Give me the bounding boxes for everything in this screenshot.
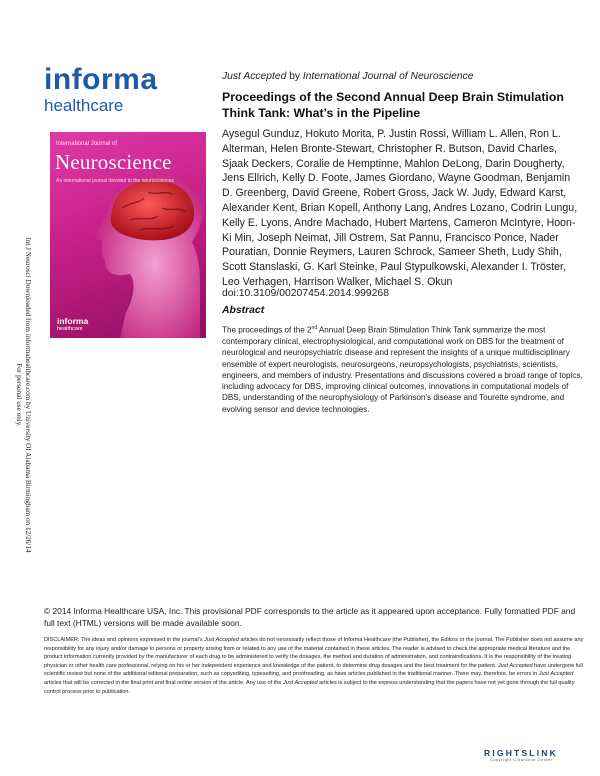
copyright-notice: © 2014 Informa Healthcare USA, Inc. This provisional PDF corresponds to the article as it appeared upon acceptance. Fully formatted PDF and full text (HTML) versions will be made available soon.: [44, 606, 576, 628]
logo-wordmark: informa: [44, 63, 158, 96]
abstract-part-1: The proceedings of the 2: [222, 325, 312, 335]
logo-subtitle: healthcare: [44, 96, 124, 115]
publisher-logo: [44, 63, 158, 116]
rightslink-wordmark: RIGHTSLINK: [484, 748, 558, 758]
abstract-text: [222, 323, 584, 415]
journal-name: International Journal of Neuroscience: [302, 71, 474, 82]
doi[interactable]: doi:10.3109/00207454.2014.999268: [222, 288, 389, 299]
download-side-note: [2, 210, 32, 580]
disclaimer-part-2: articles do not necessarily reflect those of Informa Healthcare (the Publisher), the Editors or the journal. The Publisher does not assume any responsibility for any injury and/or damage to persons or property arising from or related to any use of the material contained in these articles. The reader is advised to check the appropriate medical literature and the product information currently provided by the manufacturer of each drug to be administered to verify the dosages, the method and duration of administration, and contraindications. It is the responsibility of the treating physician or other health care professional, relying on his or her independent experience and knowledge of the patient, to determine drug dosages and the best treatment for the patient.: [44, 637, 584, 669]
journal-cover-image: [50, 132, 206, 338]
abstract-part-2: Annual Deep Brain Stimulation Think Tank summarize the most contemporary clinical, electrophysiological, and computational work on DBS for the treatment of neurological and neuropsychiatric disease and represent the insights of a unique multidisciplinary ensemble of expert neurologists, neurosurgeons, neuropsychologists, psychiatrists, scientists, engineers, and members of industry. Presentations and discussions covered a broad range of topics, including advocacy for DBS, improving clinical outcomes, innovations in computational models of DBS, understanding of the neurophysiology of Parkinson’s disease and Tourette syndrome, and evolving sensor and device technologies.: [222, 325, 583, 414]
disclaimer-part-1: DISCLAIMER: The ideas and opinions expressed in the journal’s: [44, 637, 205, 643]
cover-logo-sub: healthcare: [57, 326, 83, 332]
side-note-line-2: For personal use only.: [15, 363, 23, 427]
side-note-line-1: Int J Neurosci Downloaded from informahealthcare.com by University Of Alabama Birmingham on 12/26/14: [24, 237, 32, 553]
cover-subtitle: An international journal devoted to the neurosciences: [56, 178, 174, 184]
disclaimer-just-accepted-3: Just Accepted: [538, 671, 574, 678]
disclaimer-part-4: articles that will be corrected in the final print and final online version of the article. Any use of the: [44, 679, 283, 686]
cover-top-text: International Journal of: [56, 141, 118, 147]
author-list: Aysegul Gunduz, Hokuto Morita, P. Justin Rossi, William L. Allen, Ron L. Alterman, Helen Bronte-Stewart, Christopher R. Butson, David Charles, Sjaak Deckers, Coralie de Hemptinne, Mahlon DeLong, Darin Dougherty, Jens Ellrich, Kelly D. Foote, James Giordano, Wayne Goodman, Benjamin D. Greenberg, David Greene, Robert Gross, Jack W. Judy, Edward Karst, Alexander Kent, Brian Kopell, Anthony Lang, Andres Lozano, Codrin Lungu, Kelly E. Lyons, Andre Machado, Hubert Martens, Cameron McIntyre, Hoon-Ki Min, Joseph Neimat, Jill Ostrem, Sat Pannu, Francisco Ponce, Nader Pouratian, Donnie Reymers, Lauren Schrock, Sameer Sheth, Ludy Shih, Scott Stanslaski, G. Karl Steinke, Paul Stypulkowski, Alexander I. Tröster, Leo Verhagen, Harrison Walker, Michael S. Okun: [222, 128, 578, 288]
disclaimer-just-accepted-4: Just Accepted: [282, 679, 318, 686]
disclaimer-just-accepted-2: Just Accepted: [497, 662, 533, 669]
cover-logo-word: informa: [57, 316, 89, 326]
article-title: Proceedings of the Second Annual Deep Brain Stimulation Think Tank: What’s in the Pipeline: [222, 90, 564, 120]
journal-by: by: [286, 71, 303, 82]
journal-line: [222, 71, 473, 82]
rightslink-subtitle: Copyright Clearance Center: [490, 758, 553, 762]
cover-title: Neuroscience: [55, 150, 172, 174]
disclaimer-just-accepted-1: Just Accepted: [204, 637, 239, 643]
just-accepted-label: Just Accepted: [222, 71, 287, 82]
rightslink-logo[interactable]: [484, 748, 558, 762]
abstract-heading: Abstract: [222, 305, 265, 316]
abstract-superscript: nd: [311, 325, 318, 331]
disclaimer-part-3: have undergone full scientific review but none of the additional editorial preparation, such as copyediting, typesetting, and proofreading, as have articles published in the traditional manner. There may, therefore, be errors in: [44, 662, 583, 678]
disclaimer-part-5: articles is subject to the express understanding that the papers have not yet gone through the full quality control process prior to publication.: [44, 679, 575, 695]
disclaimer: [44, 636, 584, 696]
